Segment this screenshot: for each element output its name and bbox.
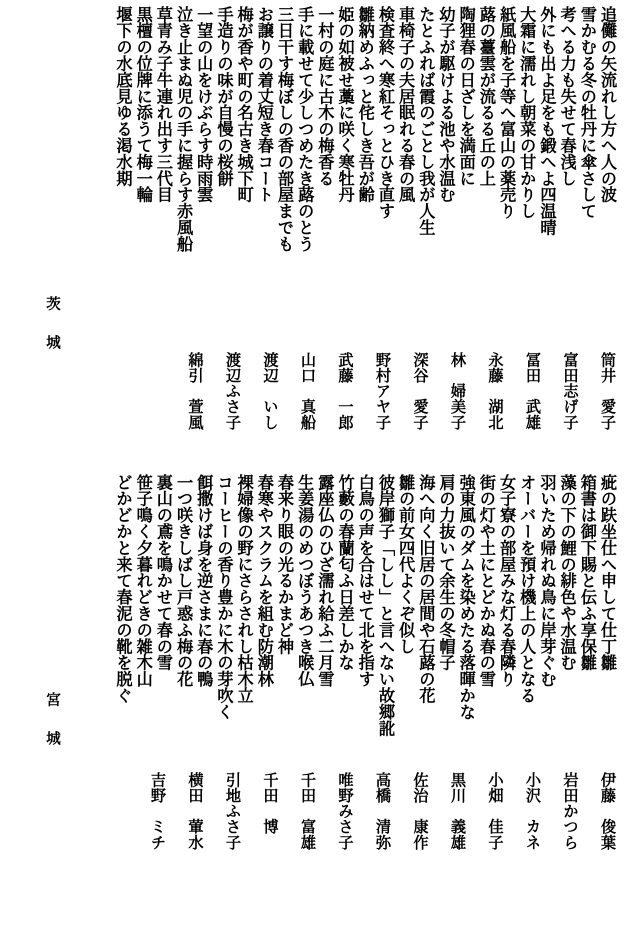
poem-line: 裏山の鳶を鳴かせて春の雪 [153, 474, 173, 671]
poem-column-group-ibaraki [111, 6, 616, 252]
poem-line: 生姜湯のめつぼうあつき喉仏 [295, 474, 315, 688]
poem-column-group-miyagi [111, 474, 616, 736]
poem-line: 梅が香や町の名古き城下町 [234, 6, 254, 203]
poem-line: お譲りの着丈短き春コート [254, 6, 274, 203]
poem-line: 草青み子牛連れ出す三代目 [153, 6, 173, 203]
poem-line: 海へ向く旧居の居間や石蕗の花 [416, 474, 436, 704]
author-name: 千田 博 [261, 772, 280, 835]
poem-line: 大霜に濡れし朝菜の甘かりし [517, 6, 537, 220]
author-name: 小畑 佳子 [486, 772, 505, 850]
poem-line: 笹子鳴く夕暮れどきの雑木山 [133, 474, 153, 688]
author-name: 佐治 康作 [411, 772, 430, 850]
poem-line: 雛の前女四代よくぞ似し [396, 474, 416, 655]
author-column-group-miyagi [129, 772, 617, 850]
author-name: 渡辺 いし [261, 352, 280, 430]
author-name: 吉野 ミチ [149, 772, 167, 850]
poem-line: 強東風のダムを染めたる落暉かな [456, 474, 476, 720]
poem-line: 露座仏のひざ濡れ給ふ二月雪 [315, 474, 335, 688]
poem-line: 検査終へ寒紅そっとひき直す [375, 6, 395, 220]
poem-line: 藻の下の鯉の緋色や水温む [557, 474, 577, 671]
poem-line: 街の灯や土にとどかぬ春の雪 [476, 474, 496, 688]
poem-line: 紙風船を子等へ富山の薬売り [497, 6, 517, 220]
author-name: 武藤 一郎 [336, 352, 355, 430]
poem-line: 女子寮の部屋みな灯る春隣り [497, 474, 517, 688]
author-name: 筒井 愛子 [599, 352, 617, 430]
poem-line: 疵の趺坐仕へ申して仕丁雛 [598, 474, 617, 671]
poem-line: たとふれば霞のごとし我が人生 [416, 6, 436, 236]
poem-line: 姫の如被せ藁に咲く寒牡丹 [335, 6, 355, 203]
poem-line: コーヒーの香り豊かに木の芽吹く [214, 474, 234, 720]
author-name: 冨田 武雄 [524, 352, 542, 430]
prefecture-heading-miyagi: 宮 城 [44, 692, 61, 749]
author-name: 深谷 愛子 [411, 352, 430, 430]
author-name: 黒川 義雄 [449, 772, 467, 850]
poem-line: 彼岸獅子「しし」と言へない故郷訛 [375, 474, 395, 737]
author-name: 永藤 湖北 [486, 352, 505, 430]
author-name: 富田志げ子 [561, 352, 580, 430]
poem-line: 春来り眼の光るかまど神 [275, 474, 294, 655]
poem-line: 陶狸春の日ざしを満面に [456, 6, 476, 187]
poem-line: 春寒やスクラムを組む防潮林 [254, 474, 274, 688]
poem-line: 幼子が駆けよる池や水温む [436, 6, 456, 203]
author-name: 渡辺ふさ子 [224, 352, 242, 430]
author-name: 小沢 カネ [524, 772, 542, 850]
poem-line: 裸婦像の野にさらされし枯木立 [234, 474, 254, 704]
poem-line: 一つ咲きしばし戸惑ふ梅の花 [174, 474, 194, 688]
author-name: 林 婦美子 [449, 352, 467, 430]
poem-line: どかどかと来て春泥の靴を脱ぐ [113, 474, 133, 704]
poem-line: 泣き止まぬ児の手に握らす赤風船 [174, 6, 194, 252]
poem-line: オーバーを預け機上の人となる [517, 474, 537, 704]
poem-line: 車椅子の夫居眠れる春の風 [396, 6, 416, 203]
poem-line: 三日干す梅ぼしの香の部屋までも [275, 6, 294, 252]
poem-line: 一村の庭に古木の梅香る [315, 6, 335, 187]
poem-line: 餌撒けば身を逆さまに春の鴨 [194, 474, 214, 688]
poem-line: 外にも出よ足をも鍛へよ四温晴 [537, 6, 557, 236]
author-name: 野村アヤ子 [374, 352, 392, 430]
author-name: 綿引 萱風 [186, 352, 205, 430]
author-name: 唯野みさ子 [336, 772, 355, 850]
author-name: 伊藤 俊葉 [599, 772, 617, 850]
author-name: 引地ふさ子 [224, 772, 242, 850]
poem-line: 雪かむる冬の牡丹に傘さして [577, 6, 597, 220]
author-name: 山口 真船 [299, 352, 317, 430]
poem-line: 一望の山をけぶらす時雨雲 [194, 6, 214, 203]
author-name: 千田 富雄 [299, 772, 317, 850]
poem-line: 手に載せて少しつめたき蕗のとう [295, 6, 315, 252]
poem-line: 堰下の水底見ゆる渇水期 [113, 6, 133, 187]
poem-line: 羽いため帰れぬ鳥に岸芽ぐむ [537, 474, 557, 688]
poem-line: 肩の力抜いて余生の冬帽子 [436, 474, 456, 671]
poem-line: 黒檀の位牌に添うて梅一輪 [133, 6, 153, 203]
poem-line: 考へる力も失せて春浅し [557, 6, 577, 187]
author-name: 岩田かつら [561, 772, 580, 850]
poem-line: 雛納めふっと侘しき吾が齢 [355, 6, 375, 203]
poem-line: 蕗の薹雲が流るる丘の上 [476, 6, 496, 187]
author-name: 横田 葷水 [186, 772, 205, 850]
poem-line: 白鳥の声を合はせて北を指す [355, 474, 375, 688]
poem-line: 竹藪の春蘭匂ふ日差しかな [335, 474, 355, 671]
prefecture-heading-ibaraki: 茨 城 [44, 296, 61, 353]
poem-line: 箱書は御下賜と伝ふ享保雛 [577, 474, 597, 671]
poem-line: 手造りの味が自慢の桜餅 [214, 6, 234, 187]
poem-line: 追儺の矢流れし方へ人の波 [598, 6, 617, 203]
author-column-group-ibaraki [166, 352, 616, 430]
author-name: 高橋 清弥 [374, 772, 392, 850]
